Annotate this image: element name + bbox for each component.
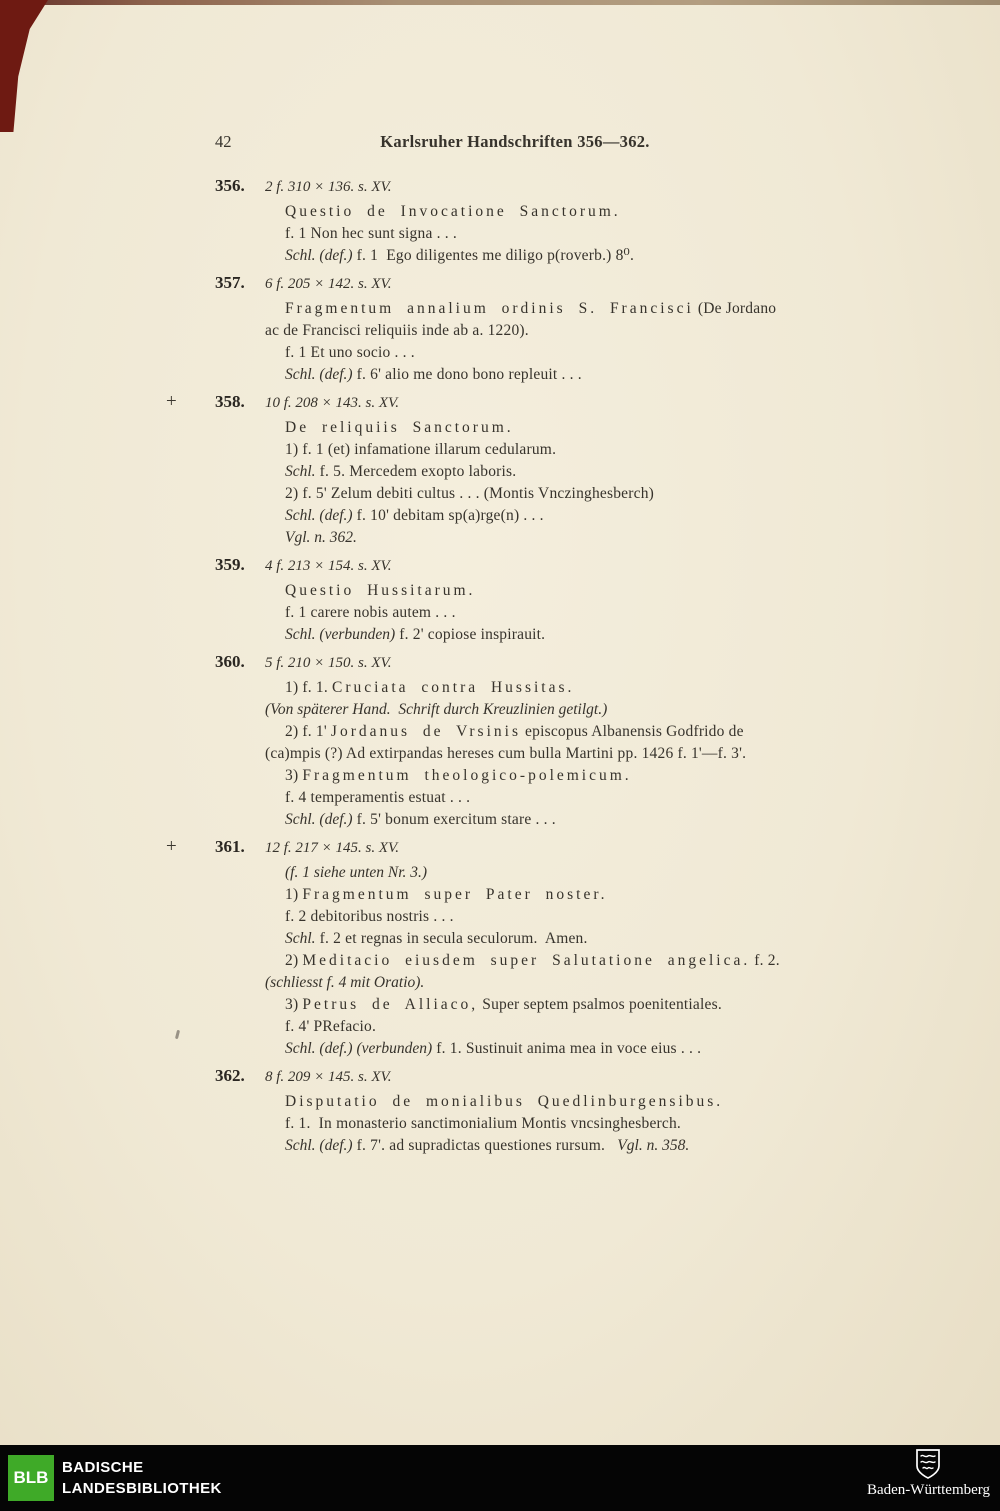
running-title: Karlsruher Handschriften 356—362. xyxy=(380,132,650,151)
entry-meta: 5 f. 210 × 150. s. XV. xyxy=(265,655,392,671)
entry-head xyxy=(215,392,875,414)
text: 3) xyxy=(285,767,303,784)
text: f. 7'. ad supradictas questiones rursum. xyxy=(352,1137,618,1154)
entry-line xyxy=(285,223,875,245)
entry-line xyxy=(285,1038,875,1060)
entries xyxy=(165,176,875,1163)
entry-line xyxy=(265,320,875,342)
italic-text: (Von späterer Hand. Schrift durch Kreuzlinien getilgt.) xyxy=(265,701,608,718)
italic-text: Schl. (def.) xyxy=(285,811,353,828)
entry-line xyxy=(285,417,875,439)
catalog-entry xyxy=(165,273,875,386)
text: f. 1 Ego diligentes me diligo p(roverb.) 8⁰. xyxy=(352,247,635,264)
entry-line xyxy=(265,972,875,994)
entry-line xyxy=(285,765,875,787)
entry-number: 358. xyxy=(215,392,245,411)
italic-text: Schl. (def.) xyxy=(285,247,353,264)
entry-line xyxy=(285,884,875,906)
text: f. 6' alio me dono bono repleuit . . . xyxy=(352,366,582,383)
text: 1) f. 1 (et) infamatione illarum cedularum. xyxy=(285,441,557,458)
entry-head xyxy=(215,652,875,674)
coat-of-arms-icon xyxy=(915,1448,941,1480)
text: f. 1 Non hec sunt signa . . . xyxy=(285,225,457,242)
text: 2) xyxy=(285,952,303,969)
library-name xyxy=(62,1457,222,1499)
text: 2) f. 1' xyxy=(285,723,331,740)
entry-line xyxy=(285,906,875,928)
text: 1) xyxy=(285,886,303,903)
entry-head xyxy=(215,273,875,295)
region-label: Baden-Württemberg xyxy=(866,1482,990,1498)
entry-line xyxy=(285,483,875,505)
entry-line xyxy=(285,201,875,223)
text: f. 5. Mercedem exopto laboris. xyxy=(315,463,517,480)
entry-line xyxy=(285,787,875,809)
italic-text: Vgl. n. 362. xyxy=(285,529,357,546)
entry-head xyxy=(215,176,875,198)
entry-meta: 6 f. 205 × 142. s. XV. xyxy=(265,276,392,292)
spaced-title-text: Fragmentum annalium ordinis S. Francisci xyxy=(285,300,694,317)
text: (ca)mpis (?) Ad extirpandas hereses cum bulla Martini pp. 1426 f. 1'—f. 3'. xyxy=(265,745,747,762)
entry-line xyxy=(285,364,875,386)
entry-line xyxy=(285,602,875,624)
italic-text: Schl. (verbunden) xyxy=(285,626,396,643)
entry-line xyxy=(285,505,875,527)
entry-number: 356. xyxy=(215,176,245,195)
italic-text: Schl. (def.) xyxy=(285,366,353,383)
italic-text: Vgl. n. 358. xyxy=(617,1137,690,1154)
catalog-entry xyxy=(165,176,875,267)
entry-number: 359. xyxy=(215,555,245,574)
entry-line xyxy=(265,699,875,721)
entry-line xyxy=(285,342,875,364)
catalog-entry xyxy=(165,392,875,549)
text: 3) xyxy=(285,996,303,1013)
entry-line xyxy=(285,862,875,884)
italic-text: Schl. (def.) xyxy=(285,1137,353,1154)
italic-text: Schl. xyxy=(285,930,316,947)
margin-plus-mark: + xyxy=(166,391,177,412)
spaced-title-text: Fragmentum super Pater noster. xyxy=(302,886,608,903)
entry-number: 361. xyxy=(215,837,245,856)
entry-meta: 4 f. 213 × 154. s. XV. xyxy=(265,558,392,574)
spaced-title-text: Fragmentum theologico-polemicum. xyxy=(302,767,632,784)
entry-head xyxy=(215,555,875,577)
entry-line xyxy=(285,994,875,1016)
entry-head xyxy=(215,1066,875,1088)
italic-text: Schl. (def.) xyxy=(285,507,353,524)
spaced-title-text: Petrus de Alliaco, xyxy=(302,996,479,1013)
entry-line xyxy=(285,439,875,461)
catalog-entry xyxy=(165,837,875,1060)
text: f. 4' PRefacio. xyxy=(285,1018,377,1035)
scan-red-cover-corner-artifact xyxy=(0,0,48,132)
entry-line xyxy=(285,580,875,602)
text: episcopus Albanensis Godfrido de xyxy=(520,723,744,740)
text: f. 2 et regnas in secula seculorum. Amen. xyxy=(315,930,588,947)
margin-plus-mark: + xyxy=(166,836,177,857)
text: (De Jordano xyxy=(693,300,777,317)
scan-top-edge-artifact xyxy=(0,0,1000,5)
entry-line xyxy=(285,950,875,972)
spaced-title-text: De reliquiis Sanctorum. xyxy=(285,419,514,436)
text: f. 1. Sustinuit anima mea in voce eius . . . xyxy=(432,1040,702,1057)
entry-meta: 12 f. 217 × 145. s. XV. xyxy=(265,840,400,856)
library-name-line1: BADISCHE xyxy=(62,1459,144,1476)
italic-text: Schl. (def.) (verbunden) xyxy=(285,1040,433,1057)
catalog-entry xyxy=(165,652,875,831)
text: 1) f. 1. xyxy=(285,679,332,696)
page-number: 42 xyxy=(215,132,232,151)
spaced-title-text: Disputatio de monialibus Quedlinburgensibus. xyxy=(285,1093,724,1110)
entry-meta: 10 f. 208 × 143. s. XV. xyxy=(265,395,400,411)
entry-line xyxy=(285,721,875,743)
spaced-title-text: Cruciata contra Hussitas. xyxy=(332,679,575,696)
spaced-title-text: Meditacio eiusdem super Salutatione angelica. xyxy=(302,952,751,969)
entry-line xyxy=(285,245,875,267)
entry-line xyxy=(285,1113,875,1135)
text: f. 2 debitoribus nostris . . . xyxy=(285,908,454,925)
entry-head xyxy=(215,837,875,859)
spaced-title-text: Questio de Invocatione Sanctorum. xyxy=(285,203,621,220)
text: f. 4 temperamentis estuat . . . xyxy=(285,789,471,806)
entry-line xyxy=(285,527,875,549)
entry-line xyxy=(265,743,875,765)
text: f. 10' debitam sp(a)rge(n) . . . xyxy=(352,507,544,524)
spaced-title-text: Jordanus de Vrsinis xyxy=(330,723,521,740)
italic-text: (schliesst f. 4 mit Oratio). xyxy=(265,974,425,991)
entry-line xyxy=(285,1091,875,1113)
entry-line xyxy=(285,928,875,950)
footer-right xyxy=(867,1448,990,1499)
entry-number: 360. xyxy=(215,652,245,671)
text: f. 1 Et uno socio . . . xyxy=(285,344,415,361)
entry-number: 362. xyxy=(215,1066,245,1085)
text: f. 1. In monasterio sanctimonialium Montis vncsinghesberch. xyxy=(285,1115,681,1132)
footer-bar xyxy=(0,1445,1000,1511)
text: f. 2' copiose inspirauit. xyxy=(395,626,546,643)
italic-text: (f. 1 siehe unten Nr. 3.) xyxy=(285,864,428,881)
entry-meta: 8 f. 209 × 145. s. XV. xyxy=(265,1069,392,1085)
entry-line xyxy=(285,1016,875,1038)
text: 2) f. 5' Zelum debiti cultus . . . (Montis Vnczinghesberch) xyxy=(285,485,655,502)
library-name-line2: LANDESBIBLIOTHEK xyxy=(62,1480,222,1497)
entry-line xyxy=(285,624,875,646)
text: f. 1 carere nobis autem . . . xyxy=(285,604,456,621)
text: Super septem psalmos poenitentiales. xyxy=(478,996,722,1013)
text: f. 5' bonum exercitum stare . . . xyxy=(352,811,556,828)
entry-line xyxy=(285,809,875,831)
entry-number: 357. xyxy=(215,273,245,292)
entry-line xyxy=(285,1135,875,1157)
entry-line xyxy=(285,461,875,483)
blb-logo-text: BLB xyxy=(13,1468,49,1487)
italic-text: Schl. xyxy=(285,463,316,480)
blb-logo xyxy=(8,1455,54,1501)
text: f. 2. xyxy=(750,952,780,969)
spaced-title-text: Questio Hussitarum. xyxy=(285,582,476,599)
entry-line xyxy=(285,677,875,699)
entry-meta: 2 f. 310 × 136. s. XV. xyxy=(265,179,392,195)
catalog-entry xyxy=(165,555,875,646)
entry-line xyxy=(285,298,875,320)
page-header xyxy=(165,132,865,154)
catalog-entry xyxy=(165,1066,875,1157)
text: ac de Francisci reliquiis inde ab a. 1220). xyxy=(265,322,529,339)
